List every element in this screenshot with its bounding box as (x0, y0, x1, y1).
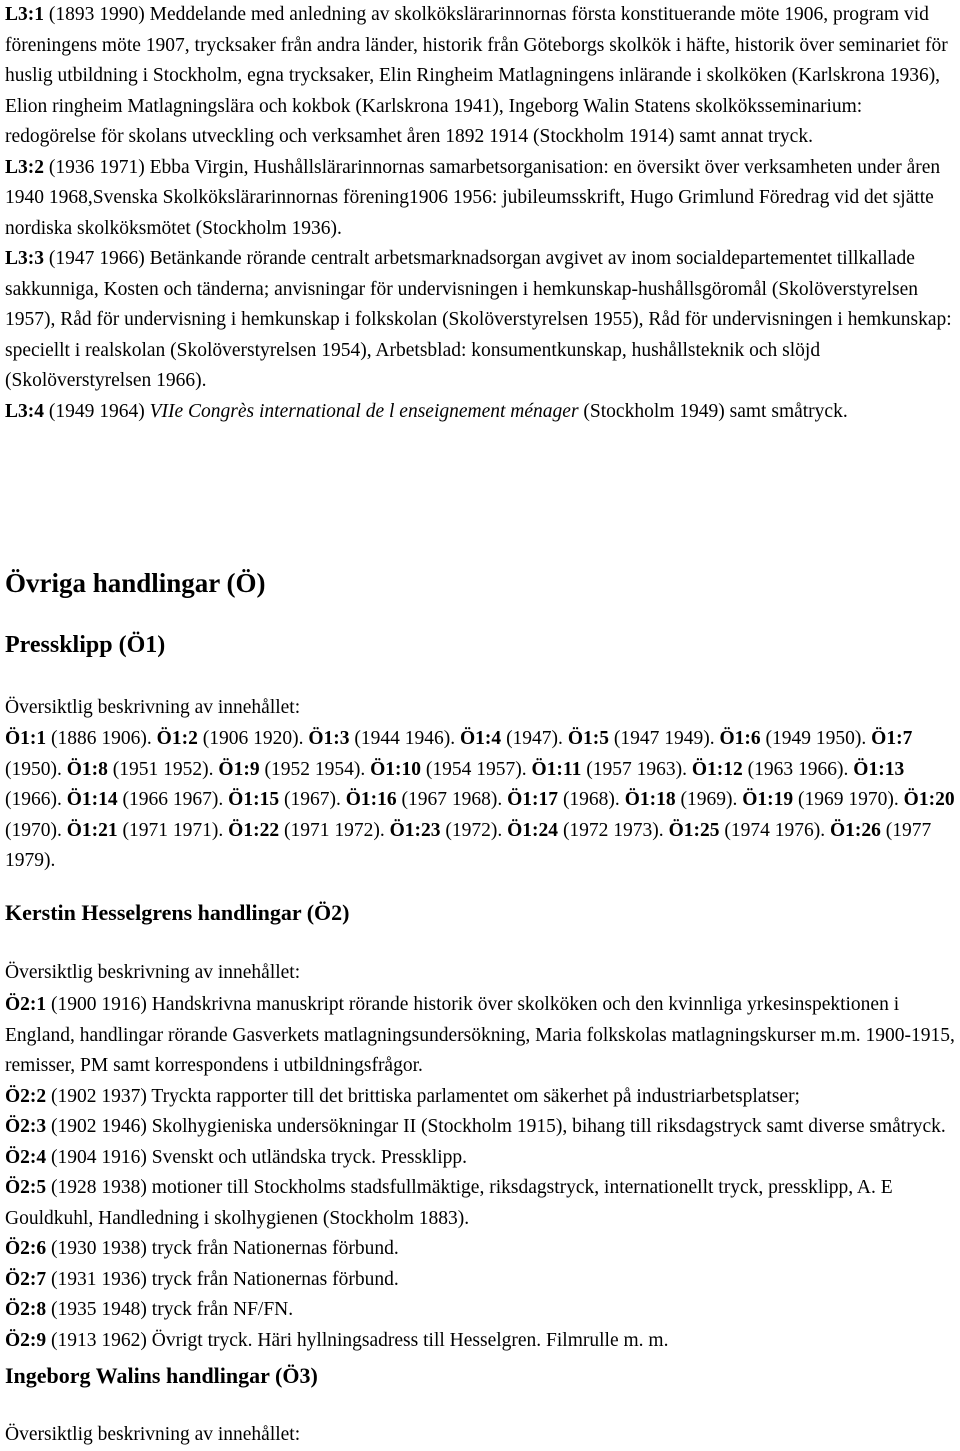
o1-entry-label: Ö1:25 (668, 819, 720, 841)
o2-entry-label: Ö2:8 (5, 1299, 47, 1320)
o1-entry-label: Ö1:9 (218, 758, 260, 780)
o1-entry-text: (1969 1970). (793, 789, 904, 810)
o1-entry-text: (1966). (5, 789, 67, 810)
o1-entry-label: Ö1:13 (853, 758, 905, 780)
o1-entry-label: Ö1:6 (719, 728, 761, 749)
o2-entry-text: (1900 1916) Handskrivna manuskript rörande historik över skolköken och den kvinnliga yrkesinspektionen i England, handlingar rörande Gasverkets matlagningsundersökning, Maria folkskolas matlagningskurser m.m. 1900-1915, remisser, PM samt korrespondens i utbildningsfrågor. (5, 994, 955, 1076)
o1-entry-label: Ö1:11 (531, 758, 582, 780)
o1-entry-text: (1971 1972). (279, 819, 390, 841)
overview-label: Översiktlig beskrivning av innehållet: (5, 1424, 301, 1445)
o1-list (5, 724, 957, 877)
o1-entry-label: Ö1:2 (156, 728, 198, 749)
o1-entry-label: Ö1:7 (871, 728, 913, 749)
o2-entry-text: (1902 1937) Tryckta rapporter till det brittiska parlamentet om säkerhet på industriarbetsplatser; (46, 1085, 800, 1107)
o1-entry-text: (1972 1973). (558, 819, 669, 841)
entry-label: L3:1 (5, 4, 44, 25)
entry-l3-2 (5, 153, 957, 245)
o1-entry-label: Ö1:14 (66, 789, 118, 810)
o1-entry-label: Ö1:17 (507, 789, 559, 810)
o1-entry-text: (1970). (5, 819, 67, 841)
o1-entry-label: Ö1:26 (829, 819, 881, 841)
o1-entry-label: Ö1:16 (345, 789, 397, 810)
entry-l3-4 (5, 397, 957, 428)
overview-label: Översiktlig beskrivning av innehållet: (5, 697, 301, 718)
o2-entry-label: Ö2:5 (5, 1177, 47, 1198)
o2-entry (5, 1295, 957, 1326)
o1-entry-label: Ö1:18 (624, 789, 676, 810)
o1-entry-text: (1972). (440, 819, 508, 841)
o1-entry-text: (1950). (5, 758, 67, 780)
o1-entry-label: Ö1:19 (742, 789, 794, 810)
o2-entry (5, 1112, 957, 1143)
o1-entry-label: Ö1:8 (66, 758, 108, 780)
o1-entry-label: Ö1:24 (507, 819, 559, 841)
o1-entry-text: (1947). (501, 728, 568, 749)
o1-entry-text: (1967). (279, 789, 346, 810)
o1-entry-text: (1949 1950). (760, 728, 872, 749)
o2-entry-text: (1904 1916) Svenskt och utländska tryck. Pressklipp. (46, 1146, 468, 1168)
o1-entry-label: Ö1:22 (228, 819, 280, 841)
entry-text: (1936 1971) Ebba Virgin, Hushållslärarinnornas samarbetsorganisation: en översikt över verksamheten under åren 1940 1968,Svenska Skolkökslärarinnornas förening1906 1956: jubileumsskrift, Hugo Grimlund Föredrag vid det sjätte nordiska skolköksmötet (Stockholm 1936). (5, 156, 941, 239)
o1-entry-text: (1969). (675, 789, 743, 810)
o2-entry-label: Ö2:9 (5, 1329, 47, 1351)
o1-entry-text: (1951 1952). (107, 758, 219, 780)
o1-entry-text: (1974 1976). (719, 819, 830, 841)
o1-entry-text: (1947 1949). (608, 728, 720, 749)
o2-entry (5, 1234, 957, 1265)
o2-entry-label: Ö2:2 (5, 1085, 47, 1107)
entry-text: (1949 1964) (44, 400, 150, 422)
entry-text: (1893 1990) Meddelande med anledning av skolkökslärarinnornas första konstituerande möte 1906, program vid föreningens möte 1907, trycksaker från andra länder, historik från Göteborgs skolkök i häfte, historik över seminariet för huslig utbildning i Stockholm, egna trycksaker, Elin Ringheim Matlagningens inlärande i skolköken (Karlskrona 1936), Elion ringheim Matlagningslära och kokbok (Karlskrona 1941), Ingeborg Walin Statens skolköksseminarium: redogörelse för skolans utveckling och verksamhet åren 1892 1914 (Stockholm 1914) samt annat tryck. (5, 4, 948, 147)
o2-entry-text: (1935 1948) tryck från NF/FN. (46, 1299, 294, 1320)
o2-entry-label: Ö2:3 (5, 1116, 47, 1137)
l3-section (5, 0, 957, 427)
o2-entry-text: (1902 1946) Skolhygieniska undersökningar II (Stockholm 1915), bihang till riksdagstryck samt diverse småtryck. (46, 1116, 946, 1137)
o1-entry-label: Ö1:20 (903, 789, 955, 810)
o2-entry-label: Ö2:6 (5, 1238, 47, 1259)
o2-entry (5, 1082, 957, 1113)
o1-entry-text: (1906 1920). (197, 728, 309, 749)
o1-entry-label: Ö1:10 (370, 758, 422, 780)
o1-entry-label: Ö1:15 (228, 789, 280, 810)
o1-entry-text: (1971 1971). (117, 819, 229, 841)
o1-entry-label: Ö1:23 (389, 819, 441, 841)
o1-entry-text: (1957 1963). (581, 758, 692, 780)
o1-entry-label: Ö1:21 (66, 819, 118, 841)
o1-entry-label: Ö1:1 (5, 728, 47, 749)
o2-entry-label: Ö2:4 (5, 1146, 47, 1168)
o1-entry-label: Ö1:4 (460, 728, 502, 749)
o2-entry (5, 990, 957, 1082)
o2-entry (5, 1173, 957, 1234)
heading-ovriga-handlingar: Övriga handlingar (Ö) (5, 568, 266, 598)
heading-hesselgren: Kerstin Hesselgrens handlingar (Ö2) (5, 900, 350, 925)
o1-entry-label: Ö1:3 (308, 728, 350, 749)
o1-entry-text: (1952 1954). (259, 758, 371, 780)
o2-entry (5, 1326, 957, 1357)
o1-entry-text: (1963 1966). (742, 758, 854, 780)
entry-title-italic: VIIe Congrès international de l enseignement ménager (149, 400, 579, 422)
o1-entries (5, 724, 957, 877)
o2-entry-label: Ö2:1 (5, 994, 47, 1015)
o2-entry-text: (1930 1938) tryck från Nationernas förbund. (46, 1238, 399, 1259)
o2-list (5, 990, 957, 1356)
o1-entry-label: Ö1:5 (567, 728, 609, 749)
entry-label: L3:2 (5, 156, 44, 178)
o2-entry-label: Ö2:7 (5, 1268, 47, 1290)
o2-entry (5, 1143, 957, 1174)
heading-walin: Ingeborg Walins handlingar (Ö3) (5, 1363, 318, 1388)
entry-text: (Stockholm 1949) samt småtryck. (578, 400, 848, 422)
entry-l3-3 (5, 244, 957, 397)
o1-entry-text: (1968). (558, 789, 625, 810)
o1-entry-text: (1954 1957). (421, 758, 532, 780)
o1-entry-text: (1944 1946). (349, 728, 461, 749)
o1-entry-label: Ö1:12 (691, 758, 743, 780)
heading-pressklipp: Pressklipp (Ö1) (5, 632, 166, 658)
entry-label: L3:4 (5, 400, 44, 422)
o1-entry-text: (1977 1979). (5, 819, 932, 871)
o1-entry-text: (1886 1906). (46, 728, 157, 749)
overview-label: Översiktlig beskrivning av innehållet: (5, 962, 301, 983)
o2-entry-text: (1913 1962) Övrigt tryck. Häri hyllningsadress till Hesselgren. Filmrulle m. m. (46, 1329, 669, 1351)
o1-entry-text: (1967 1968). (396, 789, 508, 810)
o2-entry-text: (1928 1938) motioner till Stockholms stadsfullmäktige, riksdagstryck, internationellt tryck, pressklipp, A. E Gouldkuhl, Handledning i skolhygienen (Stockholm 1883). (5, 1177, 893, 1229)
o2-entry-text: (1931 1936) tryck från Nationernas förbund. (46, 1268, 399, 1290)
entry-text: (1947 1966) Betänkande rörande centralt arbetsmarknadsorgan avgivet av inom socialdepartementet tillkallade sakkunniga, Kosten och tänderna; anvisningar för undervisningen i hemkunskap-hushållsgöromål (Skolöverstyrelsen 1957), Råd för undervisning i hemkunskap i folkskolan (Skolöverstyrelsen 1955), Råd för undervisningen i hemkunskap: speciellt i realskolan (Skolöverstyrelsen 1954), Arbetsblad: konsumentkunskap, hushållsteknik och slöjd (Skolöverstyrelsen 1966). (5, 248, 952, 391)
o2-entry (5, 1265, 957, 1296)
o1-entry-text: (1966 1967). (117, 789, 229, 810)
entry-label: L3:3 (5, 248, 44, 269)
entry-l3-1 (5, 0, 957, 153)
